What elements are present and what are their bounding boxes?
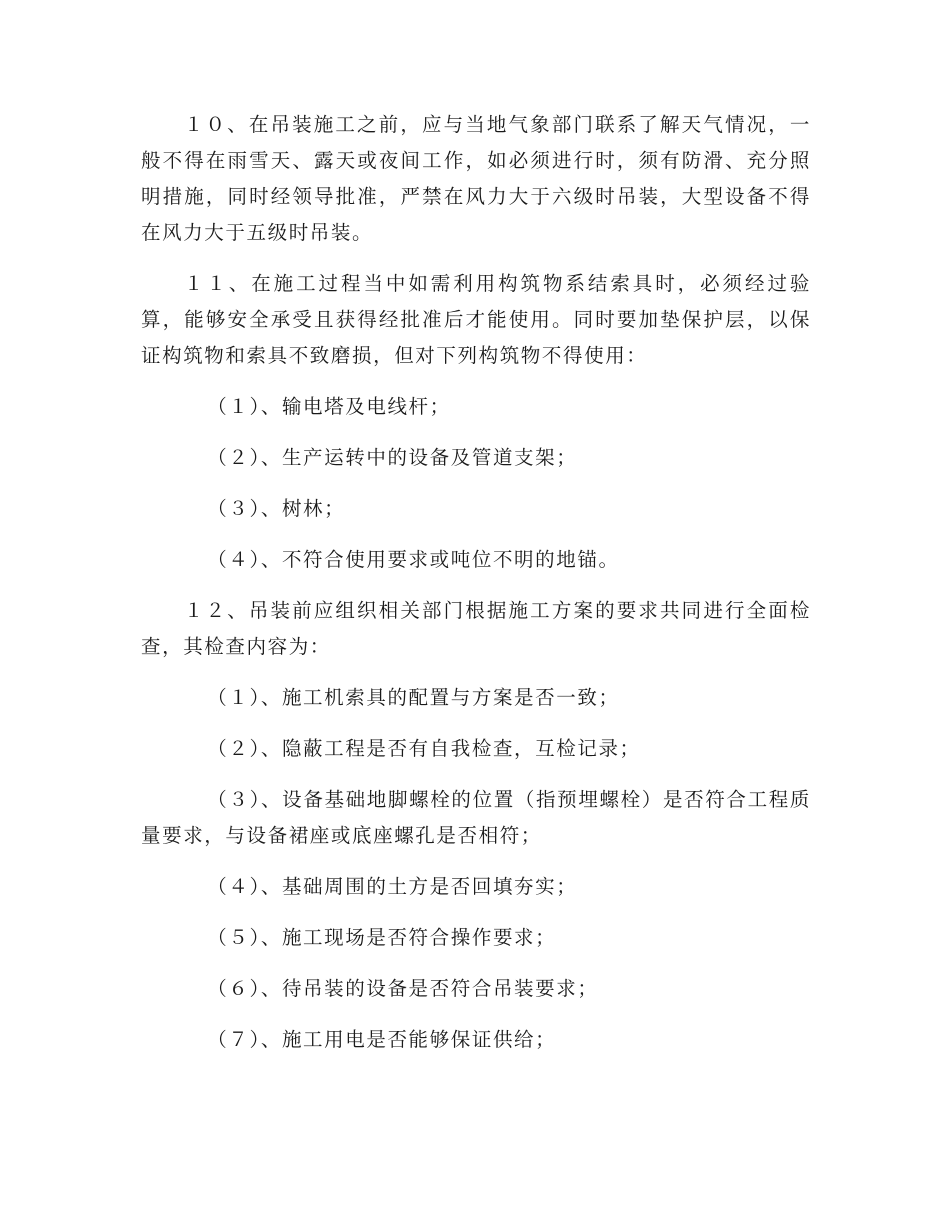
list-item: （４）、不符合使用要求或吨位不明的地锚。 (207, 548, 620, 571)
list-item: （２）、生产运转中的设备及管道支架； (207, 446, 578, 469)
list-item: （３）、设备基础地脚螺栓的位置（指预埋螺栓）是否符合工程质量要求，与设备裙座或底座螺孔是否相符； (141, 788, 811, 847)
list-item: （６）、待吊装的设备是否符合吊装要求； (207, 977, 599, 1000)
paragraph-item-10: １０、在吊装施工之前，应与当地气象部门联系了解天气情况，一般不得在雨雪天、露天或夜间工作，如必须进行时，须有防滑、充分照明措施，同时经领导批准，严禁在风力大于六级时吊装，大型设备不得在风力大于五级时吊装。 (141, 113, 811, 244)
list-item: （２）、隐蔽工程是否有自我检查，互检记录； (207, 737, 641, 760)
document-body (141, 107, 811, 1072)
list-item: （３）、树林； (207, 497, 346, 520)
paragraph-item-11: １１、在施工过程当中如需利用构筑物系结索具时，必须经过验算，能够安全承受且获得经批准后才能使用。同时要加垫保护层，以保证构筑物和索具不致磨损，但对下列构筑物不得使用： (141, 272, 811, 367)
list-item: （１）、施工机索具的配置与方案是否一致； (207, 686, 620, 709)
list-item: （５）、施工现场是否符合操作要求； (207, 926, 557, 949)
list-item: （１）、输电塔及电线杆； (207, 395, 451, 418)
paragraph-item-12: １２、吊装前应组织相关部门根据施工方案的要求共同进行全面检查，其检查内容为： (141, 599, 811, 658)
list-item: （７）、施工用电是否能够保证供给； (207, 1028, 557, 1051)
list-item: （４）、基础周围的土方是否回填夯实； (207, 875, 578, 898)
